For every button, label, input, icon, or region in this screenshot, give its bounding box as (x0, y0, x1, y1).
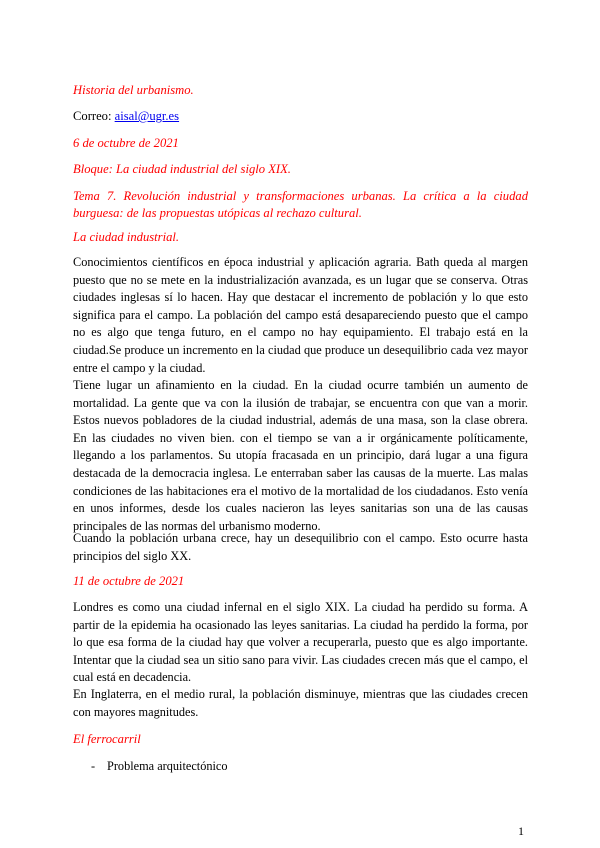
date-heading-1: 6 de octubre de 2021 (73, 136, 179, 150)
date-heading-2: 11 de octubre de 2021 (73, 574, 185, 588)
email-label: Correo: (73, 109, 112, 123)
section-heading-industrial-city: La ciudad industrial. (73, 230, 180, 244)
page-number: 1 (518, 824, 524, 838)
list-item-text: Problema arquitectónico (107, 759, 228, 773)
topic-heading: Tema 7. Revolución industrial y transformaciones urbanas. La crítica a la ciudad burguesa: de las propuestas utópicas al rechazo cultural. (73, 189, 528, 220)
list-item (91, 758, 511, 775)
paragraph-4: Londres es como una ciudad infernal en el siglo XIX. La ciudad ha perdido su forma. A partir de la epidemia ha ocasionado las leyes sanitarias. La ciudad ha perdido la forma, por lo que esa forma de la ciudad hay que volver a recuperarla, puesto que es algo importante. Intentar que la ciudad sea un sitio sano para vivir. Las ciudades crecen más que el campo, el cual está en decadencia. (73, 600, 528, 685)
paragraph-5: En Inglaterra, en el medio rural, la población disminuye, mientras que las ciudades crecen con mayores magnitudes. (73, 687, 528, 719)
course-title: Historia del urbanismo. (73, 83, 194, 97)
paragraph-3: Cuando la población urbana crece, hay un desequilibrio con el campo. Esto ocurre hasta principios del siglo XX. (73, 531, 528, 563)
list-dash: - (91, 759, 96, 773)
paragraph-2: Tiene lugar un afinamiento en la ciudad. En la ciudad ocurre también un aumento de mortalidad. La gente que va con la ilusión de trabajar, se encuentra con que van a morir. Estos nuevos pobladores de la ciudad industrial, además de una masa, son la clase obrera. En las ciudades no viven bien. con el tiempo se van a ir orgánicamente políticamente, llegando a los parlamentos. Su utopía fracasada en un principio, dará lugar a una figura destacada de la democracia inglesa. Le enterraban saber las causas de la muerte. Las malas condiciones de las habitaciones era el motivo de la mortalidad de los ciudadanos. Esto venía en unos informes, desde los cuales nacieron las leyes sanitarias son una de las causas principales de las normas del urbanismo moderno. (73, 378, 528, 533)
email-line (73, 108, 528, 125)
section-heading-railway: El ferrocarril (73, 732, 141, 746)
email-link[interactable]: aisal@ugr.es (114, 109, 180, 123)
block-heading: Bloque: La ciudad industrial del siglo XIX. (73, 162, 291, 176)
paragraph-1: Conocimientos científicos en época industrial y aplicación agraria. Bath queda al margen puesto que no se mete en la industrialización avanzada, es un lugar que se conserva. Otras ciudades inglesas sí lo hacen. Hay que destacar el incremento de población y lo que esto significa para el campo. La población del campo está desapareciendo puesto que el campo no es algo que tenga futuro, en el campo no hay equipamiento. El trabajo está en la ciudad.Se produce un incremento en la ciudad que produce un desequilibrio cada vez mayor entre el campo y la ciudad. (73, 255, 528, 375)
